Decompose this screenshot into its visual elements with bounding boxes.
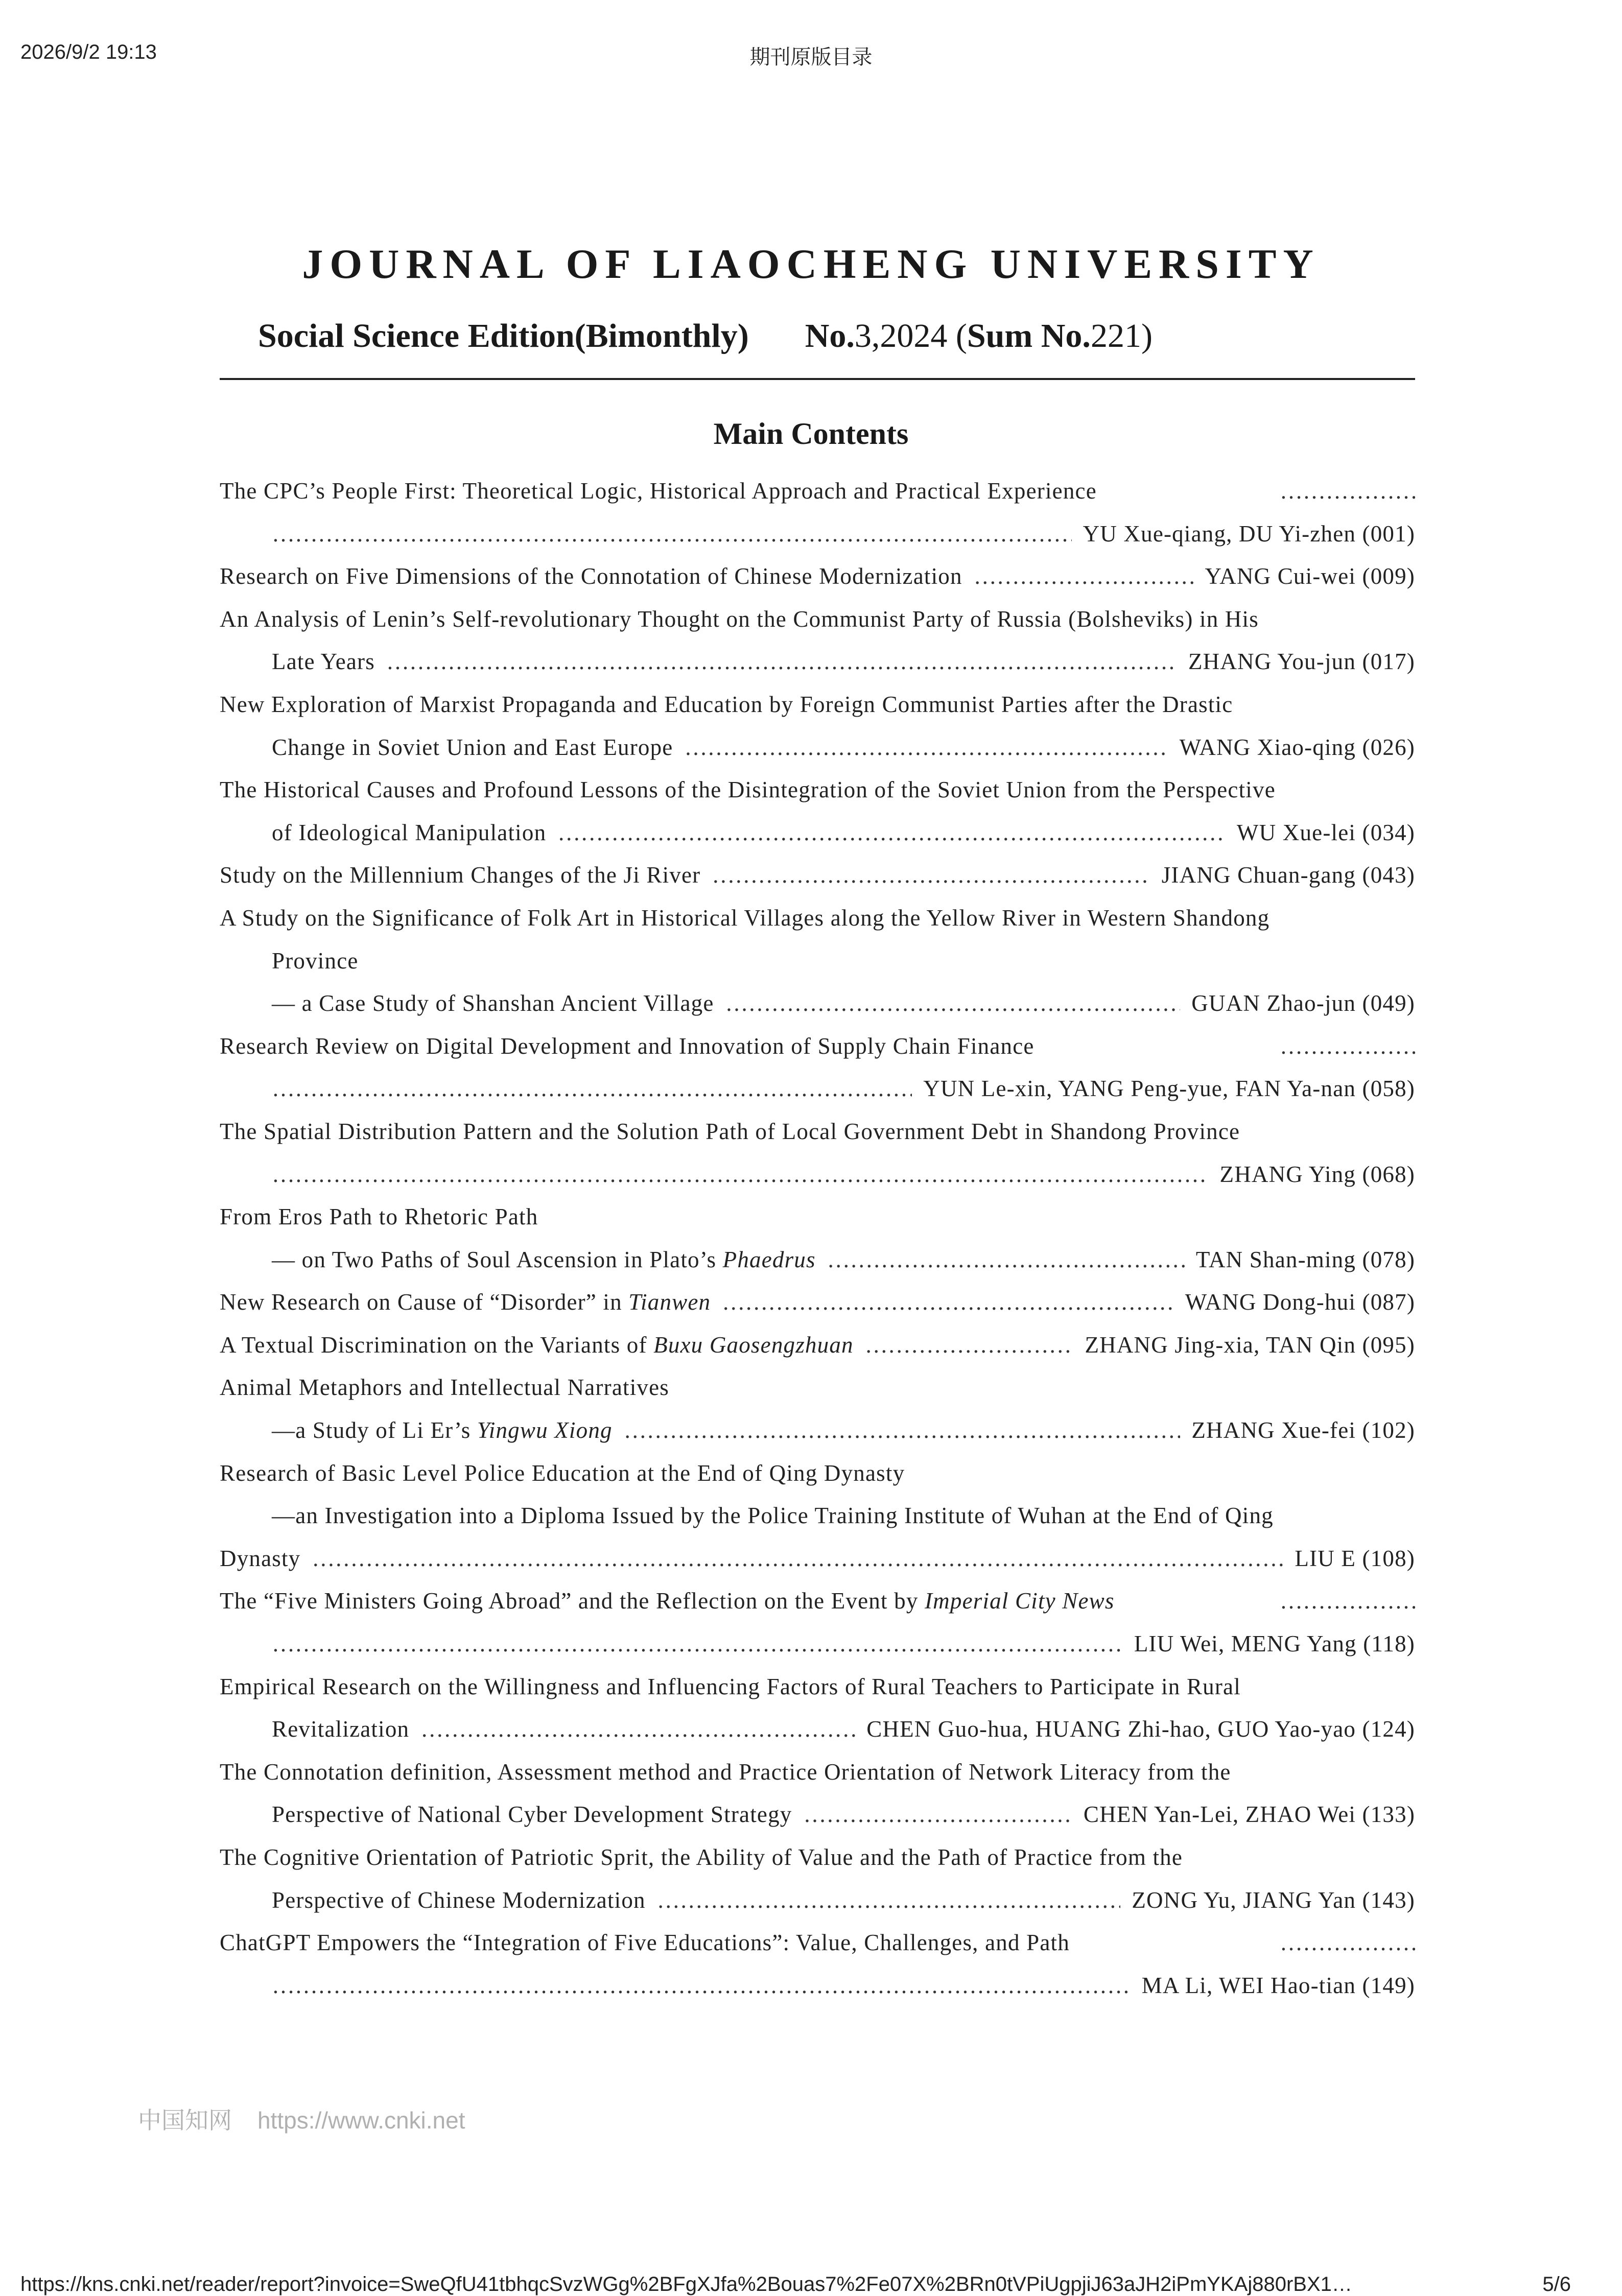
toc-author-page: JIANG Chuan-gang (043) — [1161, 862, 1415, 888]
toc-title: An Analysis of Lenin’s Self-revolutionary Thought on the Communist Party of Russia (Bolsheviks) in His — [220, 606, 1259, 632]
toc-line — [220, 598, 1415, 641]
toc-title: From Eros Path to Rhetoric Path — [220, 1204, 538, 1230]
toc-title: Study on the Millennium Changes of the Ji River — [220, 862, 701, 888]
toc-title-text — [220, 1751, 1231, 1794]
toc-line — [220, 470, 1415, 513]
toc-author-page: ZONG Yu, JIANG Yan (143) — [1132, 1887, 1415, 1913]
toc-line — [220, 1153, 1415, 1196]
toc-title: Perspective of Chinese Modernization — [272, 1887, 646, 1913]
toc-title-text — [220, 1836, 1183, 1879]
toc-title: The Spatial Distribution Pattern and the Solution Path of Local Government Debt in Shandong Province — [220, 1118, 1240, 1144]
toc-title-text — [272, 1239, 816, 1282]
toc-title-text — [272, 982, 714, 1025]
toc-title: New Exploration of Marxist Propaganda and Education by Foreign Communist Parties after the Drastic — [220, 691, 1233, 717]
toc-author-page: ZHANG You-jun (017) — [1188, 649, 1415, 675]
toc-author-page: ZHANG Xue-fei (102) — [1191, 1417, 1415, 1443]
toc-author-page: ZHANG Jing-xia, TAN Qin (095) — [1085, 1332, 1415, 1358]
toc-author-page: LIU Wei, MENG Yang (118) — [1134, 1631, 1415, 1657]
toc-leader-dots — [684, 726, 1168, 769]
toc-line — [220, 641, 1415, 683]
toc-title-text — [220, 598, 1259, 641]
toc-title-text — [220, 1366, 669, 1409]
issue-value: 3,2024 — [854, 317, 948, 354]
toc-line — [220, 1751, 1415, 1794]
toc-author-page: MA Li, WEI Hao-tian (149) — [1141, 1972, 1415, 1998]
toc-line — [220, 1922, 1415, 1964]
toc-leader-dots — [725, 982, 1181, 1025]
toc-leader-dots — [827, 1239, 1185, 1282]
toc-line — [220, 555, 1415, 598]
toc-author-page: GUAN Zhao-jun (049) — [1191, 990, 1415, 1016]
toc-line — [220, 1452, 1415, 1495]
toc-line — [220, 1495, 1415, 1537]
toc-title: Late Years — [272, 649, 375, 675]
toc-leader-dots — [712, 854, 1150, 897]
toc-line — [220, 1068, 1415, 1110]
toc-title: Animal Metaphors and Intellectual Narratives — [220, 1375, 670, 1401]
cnki-url: https://www.cnki.net — [257, 2107, 465, 2134]
toc-leader-dots — [272, 1153, 1209, 1196]
toc-leader-dots — [1280, 470, 1415, 513]
toc-title-text — [220, 1580, 1115, 1623]
toc-line — [220, 897, 1415, 940]
toc-author-page: ZHANG Ying (068) — [1219, 1161, 1415, 1187]
toc-line — [220, 1793, 1415, 1836]
toc-title: The “Five Ministers Going Abroad” and the Reflection on the Event by — [220, 1588, 925, 1614]
toc-line — [220, 1239, 1415, 1282]
toc-title-text — [272, 1708, 409, 1751]
toc-title-text — [220, 1110, 1240, 1153]
toc-leader-dots — [420, 1708, 855, 1751]
toc-line — [220, 1666, 1415, 1709]
toc-line — [220, 1025, 1415, 1068]
browser-print-footer — [0, 2273, 1622, 2293]
toc-author-page: WANG Dong-hui (087) — [1185, 1289, 1415, 1315]
toc-title-text — [220, 1025, 1035, 1068]
toc-title: —an Investigation into a Diploma Issued by the Police Training Institute of Wuhan at the End of Qing — [272, 1503, 1274, 1529]
toc-line — [220, 982, 1415, 1025]
toc-title: The Historical Causes and Profound Lessons of the Disintegration of the Soviet Union from the Perspective — [220, 777, 1276, 803]
toc-title-text — [272, 1793, 792, 1836]
issue-number — [805, 317, 1153, 354]
browser-print-header — [0, 41, 1622, 72]
toc-line — [220, 1708, 1415, 1751]
issue-prefix: No. — [805, 317, 855, 354]
toc-title: Dynasty — [220, 1545, 301, 1571]
toc-line — [220, 1537, 1415, 1580]
toc-leader-dots — [722, 1281, 1174, 1324]
toc-leader-dots — [272, 1068, 912, 1110]
sum-value: 221) — [1090, 317, 1153, 354]
toc-title-text — [272, 940, 359, 983]
toc-title-text — [272, 726, 673, 769]
print-doc-title: 期刊原版目录 — [749, 46, 873, 68]
toc-author-page: TAN Shan-ming (078) — [1195, 1246, 1415, 1272]
toc-title-text — [272, 1879, 646, 1922]
toc-title-text — [220, 470, 1097, 513]
toc-author-page: YANG Cui-wei (009) — [1205, 563, 1415, 589]
toc-title-italic: Imperial City News — [925, 1588, 1115, 1614]
toc-title-text — [220, 1666, 1241, 1709]
toc-title-text — [272, 812, 546, 855]
toc-title-text — [220, 1281, 711, 1324]
cnki-watermark — [138, 2102, 465, 2136]
toc-leader-dots — [624, 1409, 1181, 1452]
toc-leader-dots — [272, 513, 1072, 556]
toc-title: Empirical Research on the Willingness and Influencing Factors of Rural Teachers to Participate in Rural — [220, 1673, 1241, 1699]
toc-leader-dots — [1280, 1580, 1415, 1623]
toc-author-page: YU Xue-qiang, DU Yi-zhen (001) — [1083, 520, 1415, 547]
sum-prefix: Sum No. — [967, 317, 1091, 354]
toc-title: Research of Basic Level Police Education at the End of Qing Dynasty — [220, 1460, 905, 1486]
toc-leader-dots — [1280, 1025, 1415, 1068]
toc-title-text — [220, 1196, 538, 1239]
toc-leader-dots — [272, 1623, 1123, 1666]
header-divider — [220, 378, 1415, 380]
toc-title-italic: Yingwu Xiong — [477, 1417, 613, 1443]
toc-title-text — [272, 1409, 613, 1452]
edition-label: Social Science Edition(Bimonthly) — [258, 317, 749, 354]
toc-title: A Textual Discrimination on the Variants of — [220, 1332, 654, 1358]
toc-title-text — [220, 897, 1270, 940]
print-datetime: 2026/9/2 19:13 — [20, 41, 157, 63]
toc-line — [220, 1110, 1415, 1153]
toc-line — [220, 513, 1415, 556]
toc-line — [220, 1836, 1415, 1879]
toc-line — [220, 854, 1415, 897]
print-url: https://kns.cnki.net/reader/report?invoice=SweQfU41tbhqcSvzWGg%2BFgXJfa%2Bouas7%2Fe07X%2BRn0tVPiUgpjiJ63aJH2iPmYKAj880rBX1… — [20, 2273, 1352, 2295]
toc-leader-dots — [557, 812, 1226, 855]
toc-leader-dots — [657, 1879, 1121, 1922]
toc-title-text — [220, 683, 1233, 726]
toc-title-text — [220, 769, 1276, 812]
toc-title: ChatGPT Empowers the “Integration of Five Educations”: Value, Challenges, and Path — [220, 1930, 1070, 1956]
toc-title: A Study on the Significance of Folk Art in Historical Villages along the Yellow River in Western Shandong — [220, 905, 1270, 931]
toc-line — [220, 1324, 1415, 1367]
toc-title: The CPC’s People First: Theoretical Logic, Historical Approach and Practical Experience — [220, 478, 1097, 504]
toc-title: The Cognitive Orientation of Patriotic Sprit, the Ability of Value and the Path of Practice from the — [220, 1844, 1183, 1870]
toc-line — [220, 1964, 1415, 2007]
toc-line — [220, 812, 1415, 855]
toc-title: Change in Soviet Union and East Europe — [272, 734, 673, 760]
toc-author-page: CHEN Guo-hua, HUANG Zhi-hao, GUO Yao-yao (124) — [866, 1716, 1415, 1742]
toc-title: Research on Five Dimensions of the Connotation of Chinese Modernization — [220, 563, 962, 589]
toc-title-italic: Tianwen — [628, 1289, 711, 1315]
toc-author-page: YUN Le-xin, YANG Peng-yue, FAN Ya-nan (058) — [923, 1076, 1415, 1102]
toc-leader-dots — [272, 1964, 1131, 2007]
toc-title-italic: Phaedrus — [722, 1246, 816, 1272]
toc-line — [220, 1409, 1415, 1452]
toc-leader-dots — [974, 555, 1194, 598]
toc-leader-dots — [312, 1537, 1283, 1580]
toc-line — [220, 940, 1415, 983]
toc-title: Research Review on Digital Development and Innovation of Supply Chain Finance — [220, 1033, 1035, 1059]
toc-author-page: WANG Xiao-qing (026) — [1179, 734, 1415, 760]
toc-title-text — [220, 555, 962, 598]
toc-line — [220, 1366, 1415, 1409]
contents-heading: Main Contents — [713, 417, 909, 451]
toc-title: —a Study of Li Er’s — [272, 1417, 477, 1443]
toc-title-text — [220, 1324, 854, 1367]
toc-leader-dots — [1280, 1922, 1415, 1964]
cnki-name: 中国知网 — [138, 2107, 232, 2134]
toc-title-text — [220, 854, 700, 897]
toc-line — [220, 726, 1415, 769]
toc-line — [220, 1623, 1415, 1666]
toc-author-page: WU Xue-lei (034) — [1236, 819, 1415, 845]
edition-line — [258, 317, 1382, 356]
toc-title: The Connotation definition, Assessment method and Practice Orientation of Network Literacy from the — [220, 1759, 1231, 1785]
toc-line — [220, 1580, 1415, 1623]
toc-line — [220, 1196, 1415, 1239]
toc-title: — on Two Paths of Soul Ascension in Plato’s — [272, 1246, 723, 1272]
toc-line — [220, 1281, 1415, 1324]
toc-title-text — [272, 641, 375, 683]
toc-title: Revitalization — [272, 1716, 410, 1742]
toc-title: of Ideological Manipulation — [272, 819, 547, 845]
sum-open: ( — [955, 317, 967, 354]
toc-title-text — [220, 1452, 905, 1495]
toc-author-page: LIU E (108) — [1295, 1545, 1415, 1571]
toc-title: New Research on Cause of “Disorder” in — [220, 1289, 629, 1315]
toc-leader-dots — [865, 1324, 1074, 1367]
toc-author-page: CHEN Yan-Lei, ZHAO Wei (133) — [1083, 1802, 1415, 1828]
toc-title: — a Case Study of Shanshan Ancient Village — [272, 990, 714, 1016]
print-page-number: 5/6 — [1542, 2273, 1571, 2295]
toc-line — [220, 1879, 1415, 1922]
toc-title: Province — [272, 948, 359, 974]
toc-title-text — [272, 1495, 1274, 1537]
toc-title-text — [220, 1537, 300, 1580]
toc-title-italic: Buxu Gaosengzhuan — [653, 1332, 854, 1358]
toc-leader-dots — [803, 1793, 1072, 1836]
toc-line — [220, 769, 1415, 812]
table-of-contents — [220, 470, 1415, 2007]
journal-title: JOURNAL OF LIAOCHENG UNIVERSITY — [302, 241, 1320, 287]
toc-title-text — [220, 1922, 1070, 1964]
toc-leader-dots — [386, 641, 1177, 683]
toc-title: Perspective of National Cyber Development Strategy — [272, 1802, 792, 1828]
toc-line — [220, 683, 1415, 726]
